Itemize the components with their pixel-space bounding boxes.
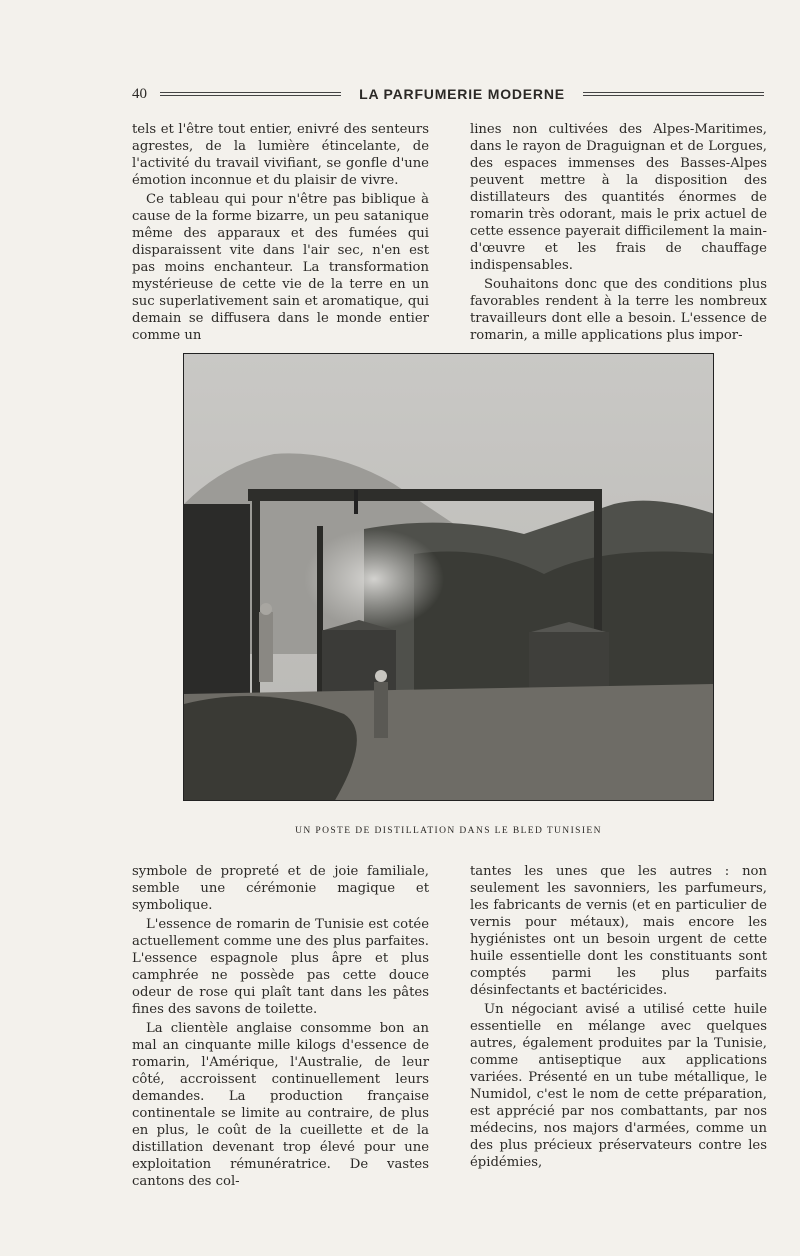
- paragraph: tantes les unes que les autres : non seulement les savonniers, les parfumeurs, les fabricants de vernis (et en particulier de vernis pour métaux), mais encore les hygiénistes ont un besoin urgent de cette huile essentielle dont les constituants sont comptés parmi les plus parfaits désinfectants et bactéricides.: [470, 864, 767, 998]
- paragraph: lines non cultivées des Alpes-Maritimes, dans le rayon de Draguignan et de Lorgues, des espaces immenses des Basses-Alpes peuvent mettre à la disposition des distillateurs des quantités énormes de romarin très odorant, mais le prix actuel de cette essence payerait difficilement la main-d'œuvre et les frais de chauffage indispensables.: [470, 122, 767, 273]
- paragraph: La clientèle anglaise consomme bon an mal an cinquante mille kilogs d'essence de romarin, l'Amérique, l'Australie, de leur côté, accroissent continuellement leurs demandes. La production française continentale se limite au contraire, de plus en plus, le coût de la cueillette et de la distillation devenant trop élevé pour une exploitation rémunératrice. De vastes cantons des col-: [132, 1021, 429, 1189]
- paragraph: Souhaitons donc que des conditions plus favorables rendent à la terre les nombreux travailleurs dont elle a besoin. L'essence de romarin, a mille applications plus impor-: [470, 277, 767, 343]
- paragraph: Un négociant avisé a utilisé cette huile essentielle en mélange avec quelques autres, également produites par la Tunisie, comme antiseptique aux applications variées. Présenté en un tube métallique, le Numidol, c'est le nom de cette préparation, est apprécié par nos combattants, par nos médecins, nos majors d'armées, comme un des plus précieux préservateurs contre les épidémies,: [470, 1002, 767, 1170]
- paragraph: tels et l'être tout entier, enivré des senteurs agrestes, de la lumière étincelante, de l'activité du travail vivifiant, se gonfle d'une émotion inconnue et du plaisir de vivre.: [132, 122, 429, 188]
- paragraph: L'essence de romarin de Tunisie est cotée actuellement comme une des plus parfaites. L'essence espagnole plus âpre et plus camphrée ne possède pas cette douce odeur de rose qui plaît tant dans les pâtes fines des savons de toilette.: [132, 917, 429, 1017]
- running-title: LA PARFUMERIE MODERNE: [359, 86, 565, 102]
- figure-caption: UN POSTE DE DISTILLATION DANS LE BLED TUNISIEN: [295, 826, 602, 836]
- paragraph: Ce tableau qui pour n'être pas biblique à cause de la forme bizarre, un peu satanique même des apparaux et des fumées qui disparaissent vite dans l'air sec, n'en est pas moins enchanteur. La transformation mystérieuse de cette vie de la terre en un suc superlativement sain et aromatique, qui demain se diffusera dans le monde entier comme un: [132, 192, 429, 343]
- header-rule-right: [583, 92, 764, 96]
- page-number: 40: [132, 85, 147, 102]
- photo-illustration: [184, 354, 714, 801]
- running-header: [132, 84, 764, 104]
- distillation-photograph: [183, 353, 714, 801]
- text-column-bottom-right: [470, 863, 767, 1171]
- text-column-top-left: [132, 121, 429, 344]
- paragraph: symbole de propreté et de joie familiale, semble une cérémonie magique et symbolique.: [132, 864, 429, 913]
- text-column-top-right: [470, 121, 767, 344]
- header-rule-left: [160, 92, 341, 96]
- text-column-bottom-left: [132, 863, 429, 1190]
